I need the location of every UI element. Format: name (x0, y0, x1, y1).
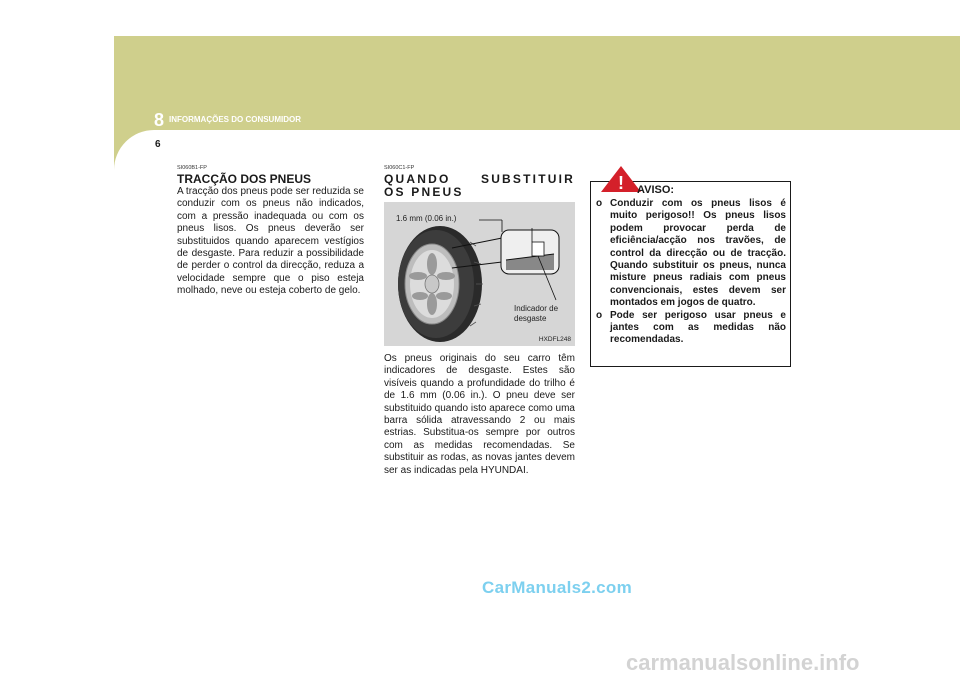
section-code: SI060B1-FP (177, 165, 207, 171)
chapter-title: INFORMAÇÕES DO CONSUMIDOR (169, 115, 301, 124)
warning-item (596, 310, 786, 347)
section-body: A tracção dos pneus pode ser reduzida se conduzir com os pneus não indicados, com a pressão inadequada ou com os pneus lisos. Os pneus deverão ser substituidos quando aparecem vestígios de desgaste. Para reduzir a possibilidade de perder o control da direcção, reduza a velocidade sempre que o piso esteja molhado, neve ou esteja coberto de gelo. (177, 186, 364, 297)
indicator-label-line1: Indicador de (514, 304, 559, 313)
warning-item-text: Pode ser perigoso usar pneus e jantes com as medidas não recomendadas. (610, 309, 786, 346)
section-title: TRACÇÃO DOS PNEUS (177, 172, 312, 186)
warning-title: AVISO: (637, 184, 675, 196)
warning-symbol: ! (618, 173, 624, 193)
warning-bullet: o (596, 198, 603, 209)
tire-illustration (384, 202, 575, 346)
section-title: QUANDO SUBSTITUIR OS PNEUS (384, 172, 575, 199)
tire-wear-figure (384, 202, 575, 346)
figure-code: HXDFL248 (538, 336, 571, 343)
section-code: SI060C1-FP (384, 165, 415, 171)
chapter-number: 8 (154, 110, 165, 130)
warning-item (596, 198, 786, 310)
page-number-tab (140, 134, 182, 156)
section-body: Os pneus originais do seu carro têm indicadores de desgaste. Estes são visíveis quando a profundidade do trilho é de 1.6 mm (0.06 in.). O pneu deve ser substituido quando isto aparece como uma barra sólida atravessando 2 ou mais estrias. Substitua-os sempre por outros com as medidas recomendadas. Se substituir as rodas, as novas jantes devem ser as indicadas pela HYUNDAI. (384, 353, 575, 476)
page-number: 6 (155, 139, 161, 150)
section-traccao (177, 165, 364, 298)
watermark-carmanuals2[interactable]: CarManuals2.com (482, 578, 632, 597)
depth-label: 1.6 mm (0.06 in.) (396, 214, 457, 223)
watermark-carmanualsonline[interactable]: carmanualsonline.info (626, 650, 860, 675)
warning-list (596, 198, 786, 347)
warning-bullet: o (596, 309, 603, 321)
warning-item-text: Conduzir com os pneus lisos é muito perigoso!! Os pneus lisos podem provocar perda de eficiência/acção nos travões, de control da direcção ou de tracção. Quando substituir os pneus, nunca misture pneus radiais com pneus convencionais, estes devem ser montados em jogos de quatro. (610, 198, 786, 309)
indicator-label-line2: desgaste (514, 314, 547, 323)
